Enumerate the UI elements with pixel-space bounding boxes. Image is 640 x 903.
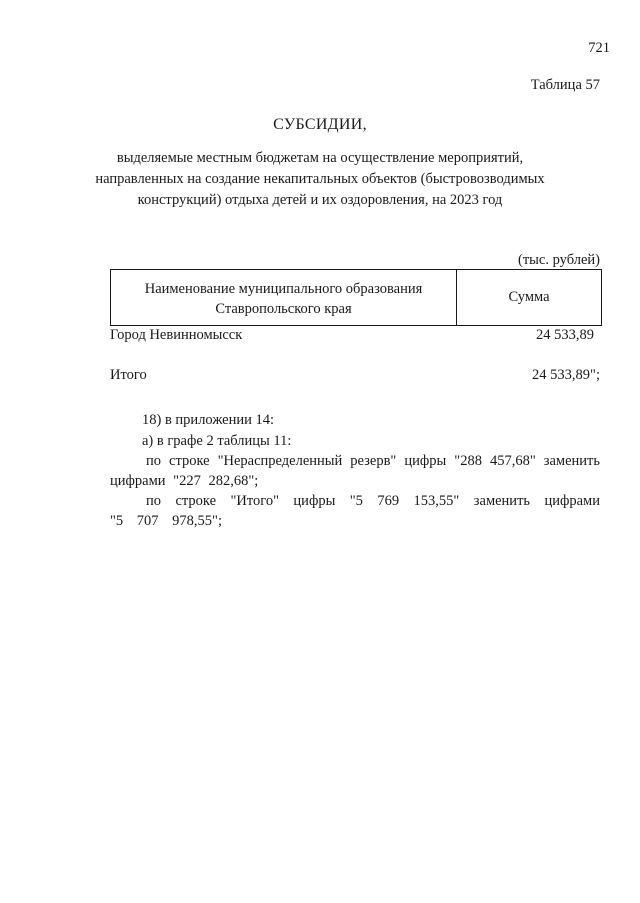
subsidy-table-header — [110, 269, 602, 326]
table-row-sum: 24 533,89 — [536, 327, 594, 343]
column-header-name: Наименование муниципального образования Ставропольского края — [111, 270, 457, 325]
paragraph-total-change: по строке "Итого" цифры "5 769 153,55" заменить цифрами "5 707 978,55"; — [110, 493, 600, 529]
column-header-sum: Сумма — [508, 289, 550, 305]
paragraph-appendix: 18) в приложении 14: — [142, 412, 275, 428]
paragraph-column: а) в графе 2 таблицы 11: — [142, 433, 292, 449]
document-subtitle: выделяемые местным бюджетам на осуществление мероприятий, направленных на создание некапитальных объектов (быстровозводимых конструкций) отдыха детей и их оздоровления, на 2023 год — [95, 150, 545, 208]
document-title: СУБСИДИИ, — [273, 116, 367, 133]
page-number: 721 — [588, 40, 610, 56]
paragraph-reserve-change: по строке "Нераспределенный резерв" цифры "288 457,68" заменить цифрами "227 282,68"; — [110, 453, 600, 489]
total-sum: 24 533,89"; — [532, 367, 600, 383]
units-label: (тыс. рублей) — [518, 252, 600, 268]
total-label: Итого — [110, 367, 147, 383]
table-label: Таблица 57 — [530, 77, 600, 93]
table-row-name: Город Невинномысск — [110, 327, 243, 343]
